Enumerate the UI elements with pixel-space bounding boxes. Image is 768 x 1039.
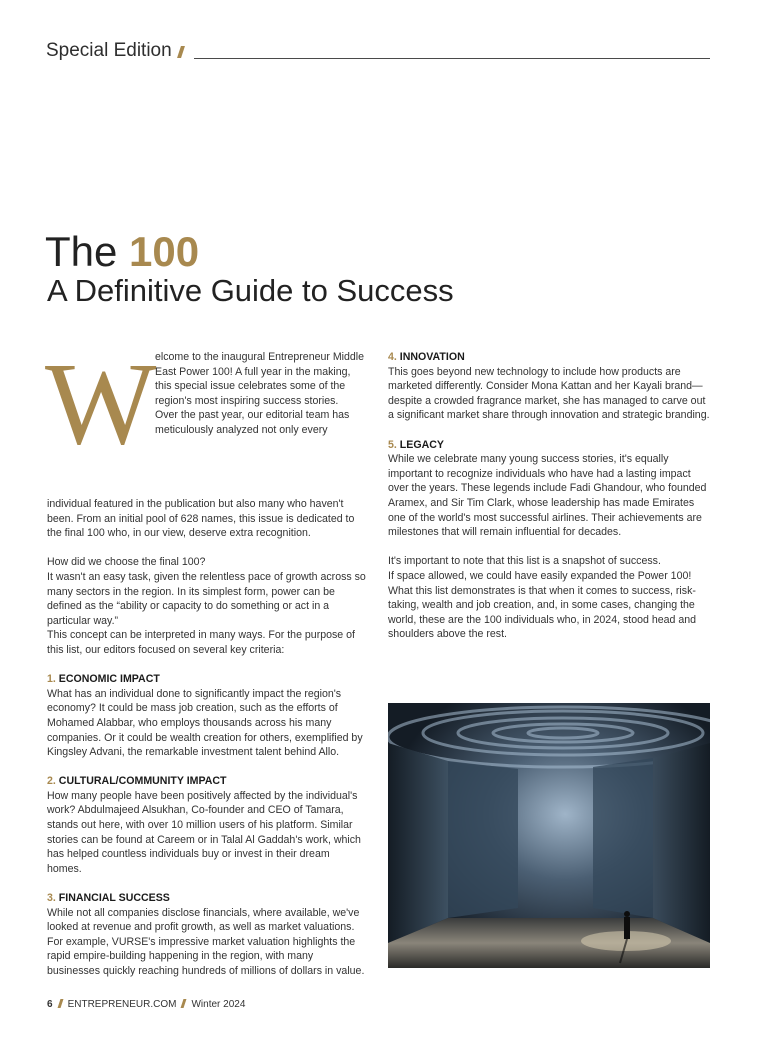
section-2-heading: 2. CULTURAL/COMMUNITY IMPACT [47,775,227,788]
intro-paragraph-1: elcome to the inaugural Entrepreneur Middle East Power 100! A full year in the making, this special issue celebrates some of the region's most inspiring success stories. [155,351,365,407]
subheadline: A Definitive Guide to Success [47,273,454,308]
intro-block [45,338,367,497]
right-column [388,350,710,642]
section-5-heading: 5. LEGACY [388,438,444,451]
section-4-heading: 4. INNOVATION [388,351,465,363]
intro-paragraph-2-start: Over the past year, our editorial team has meticulously analyzed not only every [155,409,350,436]
drop-cap: W [45,338,157,469]
page-header [46,40,710,66]
slash-icon [57,999,63,1008]
headline-number: 100 [129,228,200,275]
intro-question: How did we choose the final 100? [47,556,206,569]
section-1-body: What has an individual done to significantly impact the region's economy? It could be mass job creation, such as the efforts of Mohamed Alabbar, who employs thousands across his many companies. Or it could be wealth creation for others, exemplified by Kingsley Advani, the remarkable investment talent behind Allo. [47,687,363,759]
section-1-heading: 1. ECONOMIC IMPACT [47,673,160,686]
maze-photo [388,703,710,968]
issue-name: Winter 2024 [191,999,246,1010]
section-5-body: While we celebrate many young success stories, it's equally important to recognize individuals who have had a lasting impact over the years. These legends include Fadi Ghandour, who founded Aramex, and Sir Tim Clark, whose leadership has made Emirates one of the world's most successful airlines. Their achievements are milestones that will remain influential for decades. [388,453,707,539]
page-footer [47,999,245,1010]
section-4-body: This goes beyond new technology to include how products are marketed differently. Consider Mona Kattan and her Kayali brand—despite a crowded fragrance market, she has managed to carve out a significant market share through innovation and strategic branding. [388,365,710,422]
intro-paragraph-2-rest: individual featured in the publication but also many who haven't been. From an initial pool of 628 names, this issue is dedicated to the final 100 who, in our view, deserve extra recognition. [47,498,355,540]
section-title: Special Edition [46,40,172,61]
closing-line-1: It's important to note that this list is a snapshot of success. [388,555,661,568]
intro-paragraph-4: This concept can be interpreted in many ways. For the purpose of this list, our editors focused on several key criteria: [47,629,355,656]
intro-text [155,350,367,438]
headline [45,228,199,276]
left-column [45,338,367,979]
slash-icon [181,999,187,1008]
slash-icon [177,46,185,58]
headline-prefix: The [45,228,130,275]
intro-paragraph-3: It wasn't an easy task, given the relentless pace of growth across so many sectors in the region. In its simplest form, power can be defined as the “ability or capacity to do something or act in a particular way.” [47,570,366,627]
page-number: 6 [47,999,53,1010]
header-divider [194,58,710,59]
section-3-heading: 3. FINANCIAL SUCCESS [47,892,170,905]
site-name: ENTREPRENEUR.COM [67,999,177,1010]
section-3-body: While not all companies disclose financials, where available, we've looked at revenue and profit growth, as well as market valuations. For example, VURSE's impressive market valuation highlights the rapid empire-building happening in the region, with many businesses quickly reaching hundreds of millions of dollars in value. [47,906,365,977]
closing-paragraph: If space allowed, we could have easily expanded the Power 100! What this list demonstrates is that when it comes to success, risk-taking, wealth and job creation, and, in some cases, changing the world, these are the 100 individuals who, in 2024, stood head and shoulders above the rest. [388,569,697,641]
section-2-body: How many people have been positively affected by the individual's work? Abdulmajeed Alsukhan, Co-founder and CEO of Tamara, stands out here, with over 10 million users of his platform. Similar stories can be found at Careem or in Talal Al Gaddah's work, which has helped countless individuals buy or invest in their dream homes. [47,789,361,875]
